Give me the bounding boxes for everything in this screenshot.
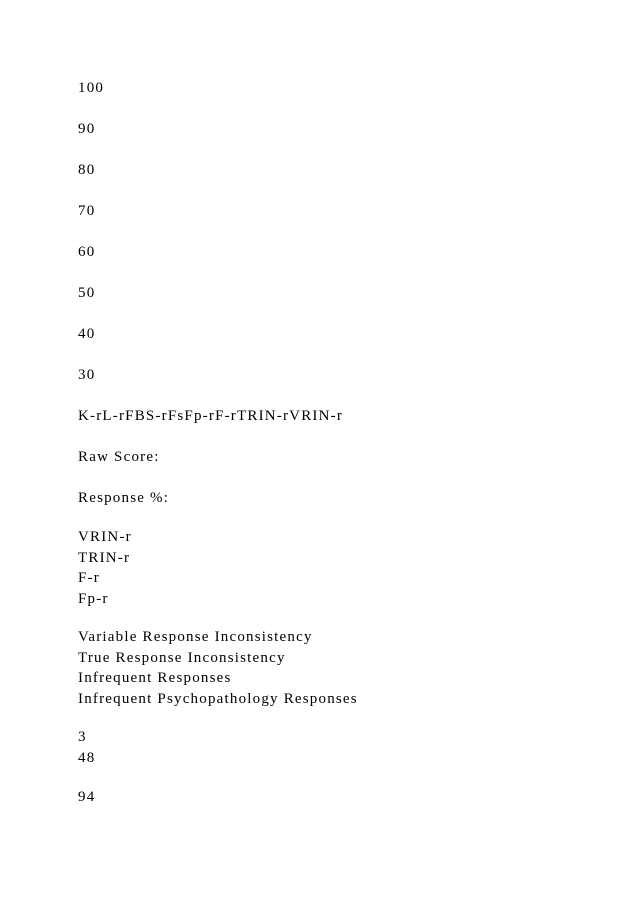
response-percent-label: Response %:	[78, 490, 170, 506]
scale-tick-60: 60	[78, 244, 96, 260]
scale-tick-30: 30	[78, 367, 96, 383]
value-item: 48	[78, 749, 96, 766]
scale-tick-90: 90	[78, 121, 96, 137]
scale-abbreviation: F-r	[78, 570, 100, 586]
scale-name-list	[78, 627, 358, 709]
scale-tick-50: 50	[78, 285, 96, 301]
scale-tick-40: 40	[78, 326, 96, 342]
value-item-last: 94	[78, 789, 96, 805]
scale-abbreviation: VRIN-r	[78, 529, 132, 545]
scale-name: True Response Inconsistency	[78, 649, 286, 666]
scale-tick-100: 100	[78, 80, 105, 96]
scale-abbreviation: Fp-r	[78, 590, 109, 607]
value-list	[78, 727, 95, 768]
scale-tick-70: 70	[78, 203, 96, 219]
scale-header-row: K-rL-rFBS-rFsFp-rF-rTRIN-rVRIN-r	[78, 408, 344, 424]
scale-tick-80: 80	[78, 162, 96, 178]
scale-abbreviation-list	[78, 527, 132, 609]
value-item: 3	[78, 729, 87, 745]
scale-name: Infrequent Responses	[78, 670, 232, 686]
scale-name: Infrequent Psychopathology Responses	[78, 690, 358, 707]
scale-name: Variable Response Inconsistency	[78, 629, 313, 645]
raw-score-label: Raw Score:	[78, 449, 160, 465]
scale-abbreviation: TRIN-r	[78, 549, 131, 566]
